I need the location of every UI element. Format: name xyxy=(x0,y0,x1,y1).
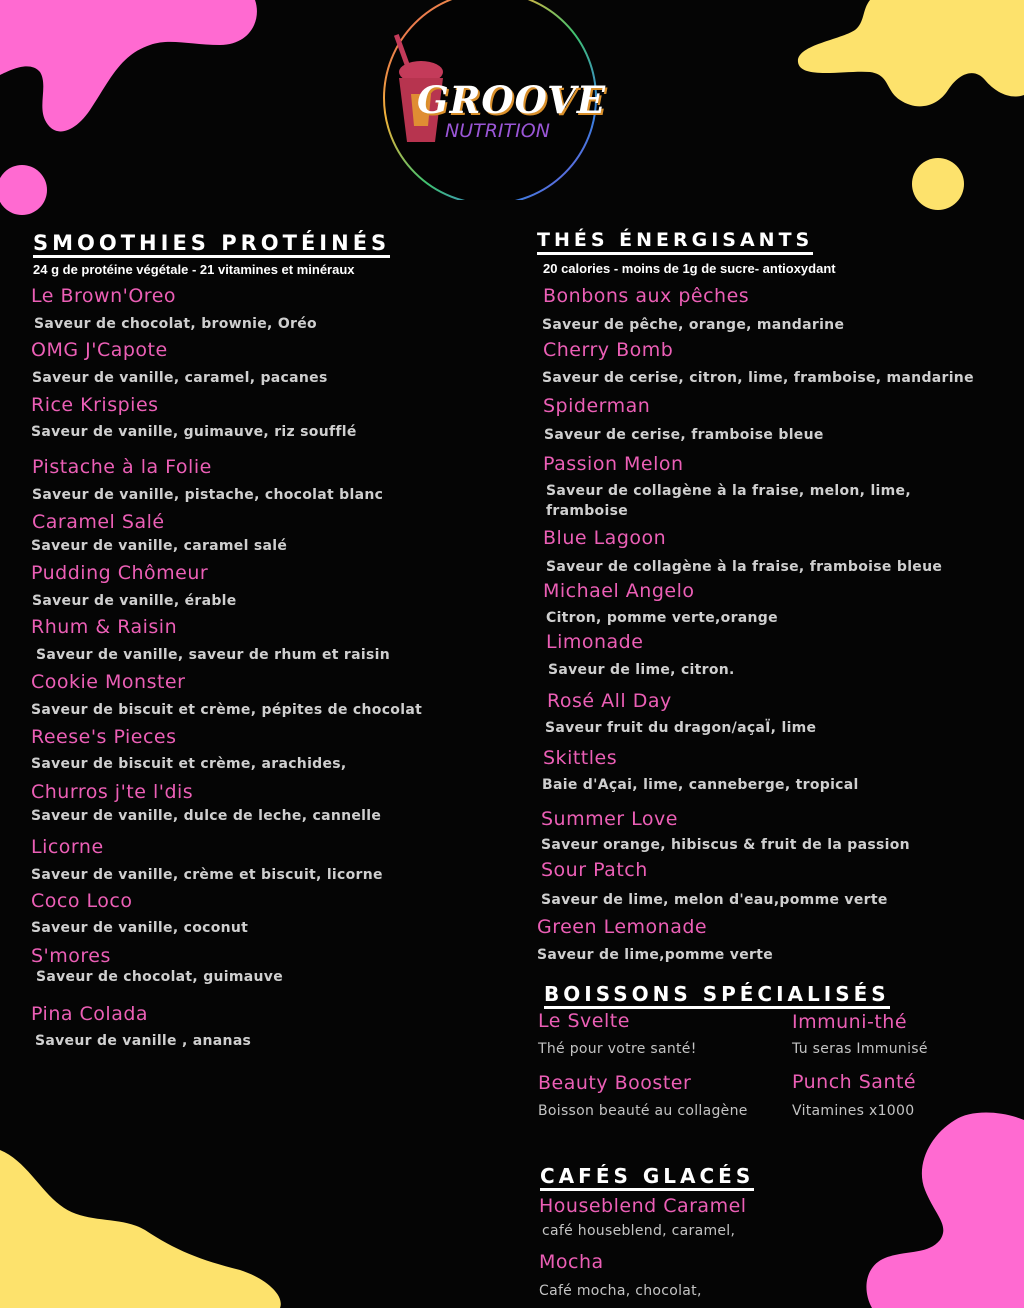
menu-item-name: S'mores xyxy=(31,945,111,967)
menu-item-desc: Saveur de vanille, saveur de rhum et raisin xyxy=(36,647,390,663)
menu-item-name: Coco Loco xyxy=(31,890,133,912)
menu-item-name: Passion Melon xyxy=(543,453,684,475)
menu-item-desc: Saveur de collagène à la fraise, framboise bleue xyxy=(546,559,943,575)
menu-item-name: Churros j'te l'dis xyxy=(31,781,194,803)
menu-item-desc: café houseblend, caramel, xyxy=(542,1223,736,1239)
menu-item-desc: Saveur de vanille, caramel, pacanes xyxy=(32,370,328,386)
menu-item-name: Mocha xyxy=(539,1251,604,1273)
menu-item-name: Beauty Booster xyxy=(538,1072,692,1094)
menu-item-name: Pudding Chômeur xyxy=(31,562,209,584)
section-subtitle: 20 calories - moins de 1g de sucre- antioxydant xyxy=(543,261,836,276)
menu-item-desc: Saveur de vanille, guimauve, riz soufflé xyxy=(31,424,357,440)
menu-item-desc: Boisson beauté au collagène xyxy=(538,1103,748,1119)
menu-item-name: Pina Colada xyxy=(31,1003,149,1025)
menu-item-name: Rice Krispies xyxy=(31,394,159,416)
menu-item-desc: Saveur de vanille, coconut xyxy=(31,920,249,936)
menu-item-desc: Saveur de biscuit et crème, pépites de chocolat xyxy=(31,702,423,718)
menu-item-name: Houseblend Caramel xyxy=(539,1195,747,1217)
menu-item-desc: Saveur de vanille , ananas xyxy=(35,1033,252,1049)
section-title: CAFÉS GLACÉS xyxy=(540,1164,754,1191)
menu-item-desc: Baie d'Açai, lime, canneberge, tropical xyxy=(542,777,859,793)
menu-item-desc: Saveur de vanille, caramel salé xyxy=(31,538,288,554)
menu-item-desc: Tu seras Immunisé xyxy=(792,1041,928,1057)
menu-item-name: Cookie Monster xyxy=(31,671,186,693)
menu-item-desc: Saveur de chocolat, guimauve xyxy=(36,969,284,985)
menu-item-name: Caramel Salé xyxy=(32,511,165,533)
menu-item-name: Green Lemonade xyxy=(537,916,708,938)
section-title: BOISSONS SPÉCIALISÉS xyxy=(544,982,890,1009)
menu-item-name: Immuni-thé xyxy=(792,1011,908,1033)
menu-item-desc: Saveur de lime,pomme verte xyxy=(537,947,773,963)
menu-item-desc: Vitamines x1000 xyxy=(792,1103,915,1119)
menu-item-name: Michael Angelo xyxy=(543,580,695,602)
menu-item-name: Blue Lagoon xyxy=(543,527,667,549)
menu-item-name: Skittles xyxy=(543,747,618,769)
menu-item-desc: Saveur de lime, melon d'eau,pomme verte xyxy=(541,892,888,908)
logo-subtitle: NUTRITION xyxy=(445,120,550,142)
menu-item-desc: Saveur de cerise, framboise bleue xyxy=(544,427,824,443)
section-title: SMOOTHIES PROTÉINÉS xyxy=(33,231,390,258)
section-title: THÉS ÉNERGISANTS xyxy=(537,228,813,255)
menu-item-desc: Saveur de collagène à la fraise, melon, lime, framboise xyxy=(546,483,911,519)
menu-item-desc: Saveur de vanille, crème et biscuit, licorne xyxy=(31,867,383,883)
menu-item-name: Punch Santé xyxy=(792,1071,917,1093)
menu-item-name: Pistache à la Folie xyxy=(32,456,212,478)
menu-item-desc: Saveur de vanille, pistache, chocolat blanc xyxy=(32,487,384,503)
menu-item-name: Licorne xyxy=(31,836,104,858)
menu-item-desc: Saveur de lime, citron. xyxy=(548,662,735,678)
menu-item-name: Rosé All Day xyxy=(547,690,672,712)
logo-title: GROOVE xyxy=(417,78,607,122)
section-subtitle: 24 g de protéine végétale - 21 vitamines et minéraux xyxy=(33,262,355,277)
menu-item-desc: Saveur de chocolat, brownie, Oréo xyxy=(34,316,317,332)
menu-item-desc: Saveur de pêche, orange, mandarine xyxy=(542,317,845,333)
menu-item-name: Le Svelte xyxy=(538,1010,630,1032)
menu-item-desc: Saveur fruit du dragon/açaÏ, lime xyxy=(545,720,817,736)
menu-item-desc: Saveur de biscuit et crème, arachides, xyxy=(31,756,347,772)
menu-item-desc: Saveur de vanille, érable xyxy=(32,593,237,609)
menu-item-desc: Thé pour votre santé! xyxy=(538,1041,697,1057)
menu-item-name: Spiderman xyxy=(543,395,651,417)
menu-item-name: OMG J'Capote xyxy=(31,339,168,361)
menu-item-name: Reese's Pieces xyxy=(31,726,177,748)
menu-item-name: Rhum & Raisin xyxy=(31,616,178,638)
menu-item-name: Summer Love xyxy=(541,808,678,830)
menu-item-name: Le Brown'Oreo xyxy=(31,285,177,307)
menu-item-desc: Café mocha, chocolat, xyxy=(539,1283,702,1299)
menu-item-name: Cherry Bomb xyxy=(543,339,674,361)
menu-item-desc: Citron, pomme verte,orange xyxy=(546,610,778,626)
menu-item-name: Sour Patch xyxy=(541,859,648,881)
menu-item-desc: Saveur orange, hibiscus & fruit de la passion xyxy=(541,837,910,853)
groove-nutrition-logo xyxy=(381,0,607,200)
menu-item-name: Limonade xyxy=(546,631,644,653)
menu-item-desc: Saveur de vanille, dulce de leche, cannelle xyxy=(31,808,382,824)
menu-item-name: Bonbons aux pêches xyxy=(543,285,750,307)
menu-item-desc: Saveur de cerise, citron, lime, framboise, mandarine xyxy=(542,370,974,386)
